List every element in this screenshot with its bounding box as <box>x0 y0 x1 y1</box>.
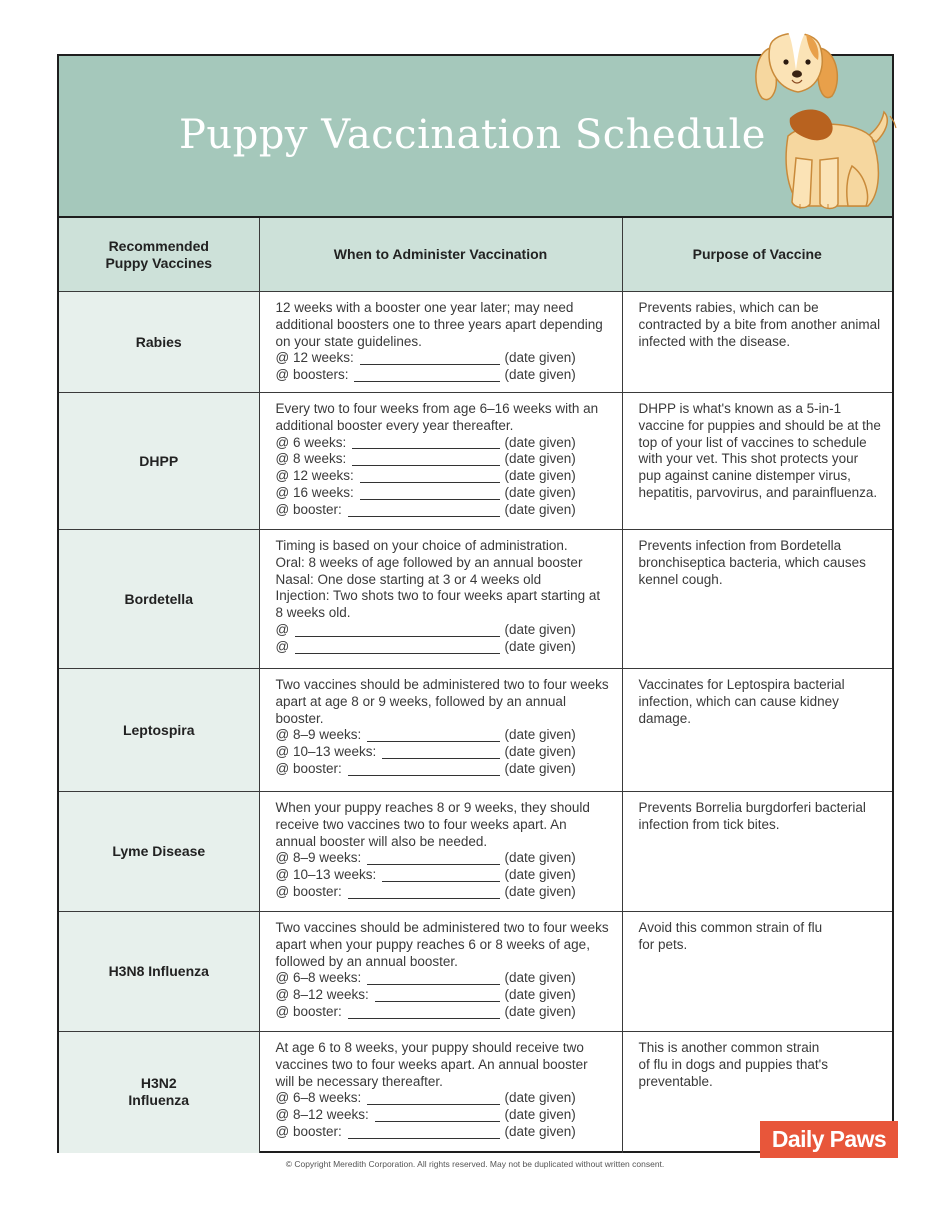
dose-timing-label: @ booster: <box>275 883 342 899</box>
vaccine-purpose: Avoid this common strain of flu for pets. <box>622 912 892 1032</box>
administration-cell <box>259 669 622 792</box>
date-given-label: (date given) <box>504 867 576 883</box>
date-entry-line <box>276 502 610 519</box>
vaccine-name: Leptospira <box>59 669 259 792</box>
vaccine-name: Lyme Disease <box>59 792 259 912</box>
dose-timing-label: @ 6–8 weeks: <box>275 1090 362 1106</box>
date-given-label: (date given) <box>504 468 576 484</box>
date-entry-line <box>276 435 610 452</box>
administration-text: Every two to four weeks from age 6–16 weeks with an additional booster every year thereafter. <box>275 401 599 433</box>
administration-cell <box>259 912 622 1032</box>
date-entry-line <box>276 850 610 867</box>
dose-timing-label: @ 6 weeks: <box>275 434 347 450</box>
date-entry-line <box>276 1004 610 1021</box>
date-given-label: (date given) <box>504 744 576 760</box>
administration-text: When your puppy reaches 8 or 9 weeks, they should receive two vaccines two to four weeks apart. An annual booster will also be needed. <box>275 800 590 849</box>
date-given-label: (date given) <box>504 850 576 866</box>
date-blank[interactable] <box>348 503 500 517</box>
administration-cell <box>259 1032 622 1153</box>
date-given-label: (date given) <box>504 638 576 654</box>
administration-cell <box>259 393 622 530</box>
table-row <box>59 292 892 393</box>
vaccine-purpose: Prevents infection from Bordetella bronchiseptica bacteria, which causes kennel cough. <box>622 530 892 669</box>
vaccine-purpose: DHPP is what's known as a 5-in-1 vaccine for puppies and should be at the top of your list of vaccines to schedule with your vet. This shot protects your pup against canine distemper virus, hepatitis, parvovirus, and parainfluenza. <box>622 393 892 530</box>
date-given-label: (date given) <box>504 1090 576 1106</box>
page-title: Puppy Vaccination Schedule <box>179 112 766 158</box>
date-given-label: (date given) <box>504 727 576 743</box>
column-header-purpose: Purpose of Vaccine <box>622 218 892 292</box>
date-blank[interactable] <box>367 971 499 985</box>
vaccine-name: Bordetella <box>59 530 259 669</box>
table-row <box>59 792 892 912</box>
daily-paws-logo: Daily Paws <box>760 1121 898 1158</box>
date-given-label: (date given) <box>504 970 576 986</box>
date-given-label: (date given) <box>504 883 576 899</box>
dose-timing-label: @ 8–9 weeks: <box>275 727 362 743</box>
table-header-row <box>59 218 892 292</box>
dose-timing-label: @ booster: <box>275 1123 342 1139</box>
table-row <box>59 669 892 792</box>
administration-text: Two vaccines should be administered two to four weeks apart when your puppy reaches 6 or 8 weeks of age, followed by an annual booster. <box>275 920 609 969</box>
administration-text: At age 6 to 8 weeks, your puppy should receive two vaccines two to four weeks apart. An annual booster will be necessary thereafter. <box>275 1040 588 1089</box>
date-entry-line <box>276 485 610 502</box>
dose-timing-label: @ 8–9 weeks: <box>275 850 362 866</box>
dose-timing-label: @ 12 weeks: <box>275 350 354 366</box>
administration-text: 12 weeks with a booster one year later; may need additional boosters one to three years apart depending on your state guidelines. <box>275 300 603 349</box>
vaccine-purpose: Prevents rabies, which can be contracted by a bite from another animal infected with the disease. <box>622 292 892 393</box>
vaccine-purpose: Vaccinates for Leptospira bacterial infection, which can cause kidney damage. <box>622 669 892 792</box>
date-entry-line <box>276 884 610 901</box>
date-entry-line <box>276 367 610 384</box>
date-entry-line <box>276 1124 610 1141</box>
column-header-when: When to Administer Vaccination <box>259 218 622 292</box>
date-given-label: (date given) <box>504 434 576 450</box>
date-entry-line <box>276 468 610 485</box>
copyright-notice: © Copyright Meredith Corporation. All rights reserved. May not be duplicated without written consent. <box>285 1159 665 1169</box>
date-blank[interactable] <box>360 351 500 365</box>
dose-timing-label: @ 10–13 weeks: <box>275 744 377 760</box>
date-entry-line <box>276 451 610 468</box>
vaccine-name: Rabies <box>59 292 259 393</box>
dose-timing-label: @ 8 weeks: <box>275 451 347 467</box>
date-entry-line <box>276 727 610 744</box>
table-row <box>59 530 892 669</box>
administration-text: Two vaccines should be administered two to four weeks apart at age 8 or 9 weeks, followed by an annual booster. <box>275 677 609 726</box>
table-row <box>59 393 892 530</box>
date-blank[interactable] <box>382 745 499 759</box>
date-blank[interactable] <box>375 988 500 1002</box>
date-given-label: (date given) <box>504 367 576 383</box>
date-blank[interactable] <box>352 435 499 449</box>
date-given-label: (date given) <box>504 1123 576 1139</box>
vaccine-name: H3N8 Influenza <box>59 912 259 1032</box>
dose-timing-label: @ 16 weeks: <box>275 484 354 500</box>
date-blank[interactable] <box>295 640 499 654</box>
date-entry-line <box>276 744 610 761</box>
dose-timing-label: @ booster: <box>275 501 342 517</box>
date-blank[interactable] <box>375 1108 500 1122</box>
date-given-label: (date given) <box>504 987 576 1003</box>
date-blank[interactable] <box>352 452 499 466</box>
vaccine-name: H3N2 Influenza <box>59 1032 259 1153</box>
administration-text: Timing is based on your choice of administration. Oral: 8 weeks of age followed by an annual booster Nasal: One dose starting at 3 or 4 weeks old Injection: Two shots two to four weeks apart starting at 8 weeks old. <box>275 538 601 621</box>
date-entry-line <box>276 639 610 656</box>
date-blank[interactable] <box>348 762 500 776</box>
date-blank[interactable] <box>367 728 499 742</box>
dose-timing-label: @ 10–13 weeks: <box>275 867 377 883</box>
date-blank[interactable] <box>348 1005 500 1019</box>
dose-timing-label: @ 12 weeks: <box>275 468 354 484</box>
date-entry-line <box>276 350 610 367</box>
dose-timing-label: @ booster: <box>275 1003 342 1019</box>
date-entry-line <box>276 622 610 639</box>
column-header-vaccine: Recommended Puppy Vaccines <box>59 218 259 292</box>
vaccine-table <box>59 218 892 1153</box>
date-entry-line <box>276 761 610 778</box>
date-given-label: (date given) <box>504 451 576 467</box>
date-blank[interactable] <box>367 851 499 865</box>
vaccination-schedule-sheet <box>57 54 894 1153</box>
dose-timing-label: @ 8–12 weeks: <box>275 1107 369 1123</box>
dose-timing-label: @ 6–8 weeks: <box>275 970 362 986</box>
date-given-label: (date given) <box>504 1003 576 1019</box>
date-blank[interactable] <box>348 885 500 899</box>
date-entry-line <box>276 867 610 884</box>
date-given-label: (date given) <box>504 621 576 637</box>
date-entry-line <box>276 1090 610 1107</box>
date-given-label: (date given) <box>504 350 576 366</box>
dose-timing-label: @ <box>275 621 290 637</box>
date-blank[interactable] <box>348 1125 500 1139</box>
date-given-label: (date given) <box>504 501 576 517</box>
dose-timing-label: @ <box>275 638 290 654</box>
table-row <box>59 912 892 1032</box>
date-entry-line <box>276 970 610 987</box>
date-given-label: (date given) <box>504 484 576 500</box>
dose-timing-label: @ booster: <box>275 760 342 776</box>
vaccine-purpose: Prevents Borrelia burgdorferi bacterial infection from tick bites. <box>622 792 892 912</box>
date-given-label: (date given) <box>504 760 576 776</box>
date-blank[interactable] <box>354 368 499 382</box>
date-blank[interactable] <box>360 469 500 483</box>
date-entry-line <box>276 1107 610 1124</box>
puppy-illustration <box>748 26 913 216</box>
date-entry-line <box>276 987 610 1004</box>
administration-cell <box>259 292 622 393</box>
dose-timing-label: @ 8–12 weeks: <box>275 987 369 1003</box>
date-blank[interactable] <box>367 1091 499 1105</box>
vaccine-purpose: This is another common strain of flu in dogs and puppies that's preventable. <box>622 1032 892 1153</box>
administration-cell <box>259 530 622 669</box>
vaccine-name: DHPP <box>59 393 259 530</box>
date-given-label: (date given) <box>504 1107 576 1123</box>
dose-timing-label: @ boosters: <box>275 367 349 383</box>
date-blank[interactable] <box>382 868 499 882</box>
date-blank[interactable] <box>295 623 499 637</box>
administration-cell <box>259 792 622 912</box>
date-blank[interactable] <box>360 486 500 500</box>
